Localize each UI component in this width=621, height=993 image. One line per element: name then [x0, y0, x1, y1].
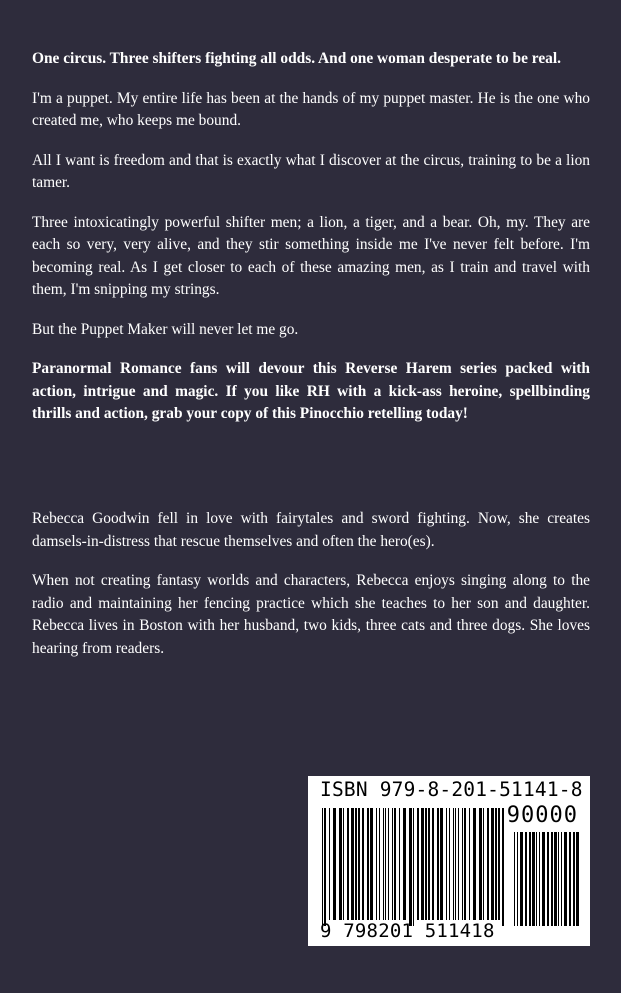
bio-paragraph-1: Rebecca Goodwin fell in love with fairytales and sword fighting. Now, she creates damsels-in-distress that rescue themselves and often the hero(es). [32, 510, 590, 550]
barcode-bar [536, 832, 537, 926]
barcode-bar [388, 808, 389, 920]
blurb-paragraph-2: All I want is freedom and that is exactly what I discover at the circus, training to be a lion tamer. [32, 151, 590, 191]
barcode-bar [532, 832, 535, 926]
blurb-paragraph-4: But the Puppet Maker will never let me go. [32, 320, 299, 338]
tagline: One circus. Three shifters fighting all odds. And one woman desperate to be real. [32, 50, 561, 67]
barcode-bar [464, 808, 466, 920]
barcode-bar [417, 808, 419, 920]
barcode-bar [351, 808, 354, 920]
barcode-bar [569, 832, 571, 926]
barcode-bar [473, 808, 476, 920]
barcode-bar [542, 832, 545, 926]
barcode-bar [432, 808, 434, 920]
blurb-paragraph-1: I'm a puppet. My entire life has been at the hands of my puppet master. He is the one who created me, who keeps me bound. [32, 89, 590, 129]
barcode-bar [446, 808, 447, 920]
barcode-bar [339, 808, 342, 920]
barcode-bar [362, 808, 364, 920]
barcode-bar [487, 808, 489, 920]
barcode-bar [367, 808, 369, 920]
barcode-bar [329, 808, 330, 920]
barcode-bar [554, 832, 557, 926]
barcode-bar [453, 808, 454, 920]
barcode-bar [403, 808, 406, 920]
barcode-bar [399, 808, 400, 920]
barcode-bar [520, 832, 523, 926]
barcode-bar [498, 808, 500, 920]
pitch-paragraph: Paranormal Romance fans will devour this Reverse Harem series packed with action, intrigue and magic. If you like RH with a kick-ass heroine, spellbinding thrills and action, grab your copy of this Pinocchio retelling today! [32, 360, 590, 422]
barcode-bar [394, 808, 396, 920]
barcode-bar [343, 808, 344, 920]
barcode-bar [479, 808, 482, 920]
barcode-bar [379, 808, 380, 920]
barcode-addon-label: 90000 [506, 803, 578, 828]
blurb-paragraph-3: Three intoxicatingly powerful shifter men; a lion, a tiger, and a bear. Oh, my. They are each so very, very alive, and they stir something inside me I've never felt before. I'm becoming real. As I get closer to each of these amazing men, as I train and travel with them, I'm snipping my strings. [32, 213, 590, 298]
barcode-bar [573, 832, 575, 926]
barcode-bar [558, 832, 559, 926]
isbn-barcode [308, 776, 590, 946]
barcode-bar [413, 808, 414, 926]
barcode-bar [383, 808, 384, 920]
barcode-bar [483, 808, 484, 920]
isbn-label: ISBN 979-8-201-51141-8 [320, 778, 583, 801]
author-bio-section [32, 508, 590, 677]
barcode-bar [324, 808, 326, 926]
barcode-bar [491, 808, 494, 920]
barcode-bar [458, 808, 459, 920]
barcode-bar [425, 808, 427, 920]
barcode-bar [421, 808, 424, 920]
barcode-bar [392, 808, 393, 920]
barcode-bar [376, 808, 377, 920]
barcode-bar [469, 808, 470, 920]
barcode-bar [449, 808, 450, 920]
barcode-bar [502, 808, 504, 926]
barcode-digits: 9 798201 511418 [320, 920, 495, 942]
barcode-bar [428, 808, 430, 920]
barcode-bar [547, 832, 549, 926]
barcode-bar [385, 808, 386, 920]
barcode-bar [333, 808, 336, 920]
barcode-bar [455, 808, 456, 920]
barcode-bar [517, 832, 518, 926]
bio-paragraph-2: When not creating fantasy worlds and characters, Rebecca enjoys singing along to the radio and maintaining her fencing practice which she teaches to her son and daughter. Rebecca lives in Boston with her husband, two kids, three cats and three dogs. She loves hearing from readers. [32, 572, 590, 657]
barcode-bar [347, 808, 349, 920]
barcode-bar [525, 832, 527, 926]
barcode-bar [437, 808, 439, 920]
barcode-bar [539, 832, 540, 926]
barcode-bar [495, 808, 497, 920]
barcode-bar [409, 808, 412, 926]
blurb-section [32, 48, 590, 443]
barcode-bar [370, 808, 373, 920]
barcode-bar [529, 832, 531, 926]
barcode-bar [514, 832, 515, 926]
barcode-bar [551, 832, 553, 926]
barcode-bar [564, 832, 567, 926]
barcode-bar [561, 832, 562, 926]
barcode-bar [440, 808, 443, 920]
barcode-bar [358, 808, 360, 920]
barcode-bar [462, 808, 463, 920]
barcode-bar [576, 832, 579, 926]
barcode-bar [322, 808, 323, 926]
barcode-bar [355, 808, 357, 920]
